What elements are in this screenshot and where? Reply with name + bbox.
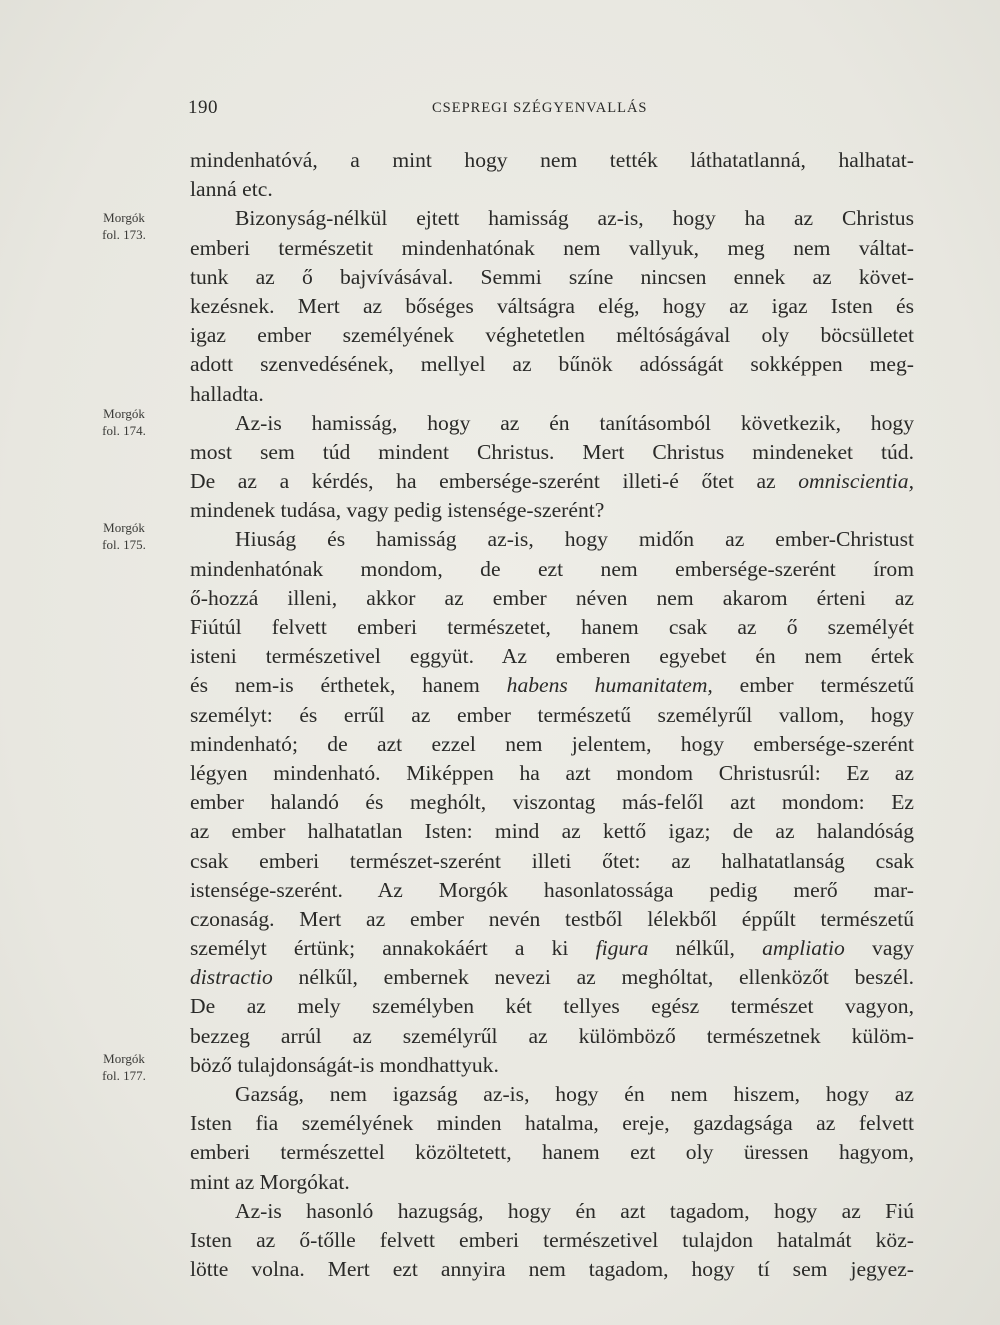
text-line: légyen mindenható. Miképpen ha azt mondom Christusrúl: Ez az [190, 760, 914, 785]
latin-term: habens humanitatem, [506, 673, 713, 698]
text-line: ember halandó és meghólt, viszontag más-felől azt mondom: Ez [190, 790, 914, 815]
text-line: Isten az ő-tőlle felvett emberi természetivel tulajdon hatalmát köz- [190, 1227, 914, 1252]
page-header [188, 97, 912, 125]
text-line: személyt: és errűl az ember természetű személyrűl vallom, hogy [190, 702, 914, 727]
text-line: czonaság. Mert az ember nevén testből lélekből éppűlt természetű [190, 906, 914, 931]
running-title: CSEPREGI SZÉGYENVALLÁS [432, 100, 648, 116]
text-line: igaz ember személyének véghetetlen méltóságával oly böcsülletet [190, 323, 914, 348]
text-line: böző tulajdonságát-is mondhattyuk. [190, 1052, 499, 1077]
text-run: és nem-is érthetek, hanem [190, 673, 507, 698]
text-run: ember természetű [712, 673, 914, 698]
text-line: adott szenvedésének, mellyel az bűnök adósságát sokképpen meg- [190, 352, 914, 377]
text-line: mindenható; de azt ezzel nem jelentem, hogy embersége-szerént [190, 731, 914, 756]
text-line: emberi természetit mindenhatónak nem vallyuk, meg nem váltat- [190, 235, 914, 260]
text-run: személyt értünk; annakokáért a ki [190, 936, 596, 961]
margin-note-folio: fol. 175. [102, 537, 146, 552]
text-line: bezzeg arrúl az személyrűl az külömböző természetnek külöm- [190, 1023, 914, 1048]
text-line [190, 671, 914, 700]
margin-note-folio: fol. 177. [102, 1068, 146, 1083]
text-line: mindenek tudása, vagy pedig istensége-szerént? [190, 498, 605, 523]
text-line: lanná etc. [190, 177, 273, 202]
margin-note [70, 209, 178, 243]
text-line: emberi természettel közöltetett, hanem ezt oly üressen hagyom, [190, 1140, 914, 1165]
text-line: tunk az ő bajvívásával. Semmi színe nincsen ennek az követ- [190, 264, 914, 289]
margin-note-label: Morgók [103, 210, 145, 225]
text-line: Bizonyság-nélkül ejtett hamisság az-is, hogy ha az Christus [235, 206, 914, 231]
text-line: Isten fia személyének minden hatalma, ereje, gazdagsága az felvett [190, 1111, 914, 1136]
text-line: mindenhatóvá, a mint hogy nem tették láthatatlanná, halhatat- [190, 148, 914, 172]
margin-note-label: Morgók [103, 1051, 145, 1066]
text-line: kezésnek. Mert az bőséges váltságra elég, hogy az igaz Isten és [190, 293, 914, 318]
text-line: Hiuság és hamisság az-is, hogy midőn az ember-Christust [235, 527, 914, 552]
text-line: mint az Morgókat. [190, 1169, 350, 1194]
text-line [190, 934, 914, 963]
text-line: Fiútúl felvett emberi természetet, hanem csak az ő személyét [190, 615, 914, 639]
margin-note [70, 405, 178, 439]
latin-term: omniscientia, [798, 469, 914, 494]
text-line: az ember halhatatlan Isten: mind az kettő igaz; de az halandóság [190, 819, 914, 844]
text-line: Gazság, nem igazság az-is, hogy én nem hiszem, hogy az [235, 1082, 914, 1106]
text-line: Az-is hamisság, hogy az én tanításomból következik, hogy [235, 410, 914, 435]
text-line: csak emberi természet-szerént illeti őtet: az halhatatlanság csak [190, 848, 914, 873]
text-line: ő-hozzá illeni, akkor az ember néven nem akarom érteni az [190, 585, 914, 610]
text-run: vagy [844, 936, 914, 961]
text-run: nélkűl, embernek nevezi az meghóltat, ellenközőt beszél. [272, 965, 914, 990]
text-line [190, 467, 914, 496]
text-run: De az a kérdés, ha embersége-szerént illeti-é őtet az [190, 469, 799, 494]
text-line: De az mely személyben két tellyes egész természet vagyon, [190, 994, 914, 1019]
margin-note-label: Morgók [103, 520, 145, 535]
text-line: istensége-szerént. Az Morgók hasonlatossága pedig merő mar- [190, 877, 914, 902]
latin-term: ampliatio [762, 936, 845, 961]
text-line [190, 963, 914, 992]
body-text [190, 146, 914, 1284]
margin-note-folio: fol. 173. [102, 227, 146, 242]
margin-note [70, 519, 178, 553]
margin-note-folio: fol. 174. [102, 423, 146, 438]
margin-note-label: Morgók [103, 406, 145, 421]
margin-note [70, 1050, 178, 1084]
page-number: 190 [188, 97, 218, 118]
latin-term: distractio [190, 965, 273, 990]
text-line: halladta. [190, 381, 264, 406]
text-line: Az-is hasonló hazugság, hogy én azt tagadom, hogy az Fiú [235, 1198, 914, 1223]
text-line: mindenhatónak mondom, de ezt nem embersége-szerént írom [190, 556, 914, 581]
latin-term: figura [595, 936, 649, 961]
text-run: nélkűl, [648, 936, 763, 961]
text-line: isteni természetivel eggyüt. Az emberen egyebet én nem értek [190, 644, 914, 669]
text-line: lötte volna. Mert ezt annyira nem tagadom, hogy tí sem jegyez- [190, 1257, 914, 1282]
text-line: most sem túd mindent Christus. Mert Christus mindeneket túd. [190, 439, 914, 464]
